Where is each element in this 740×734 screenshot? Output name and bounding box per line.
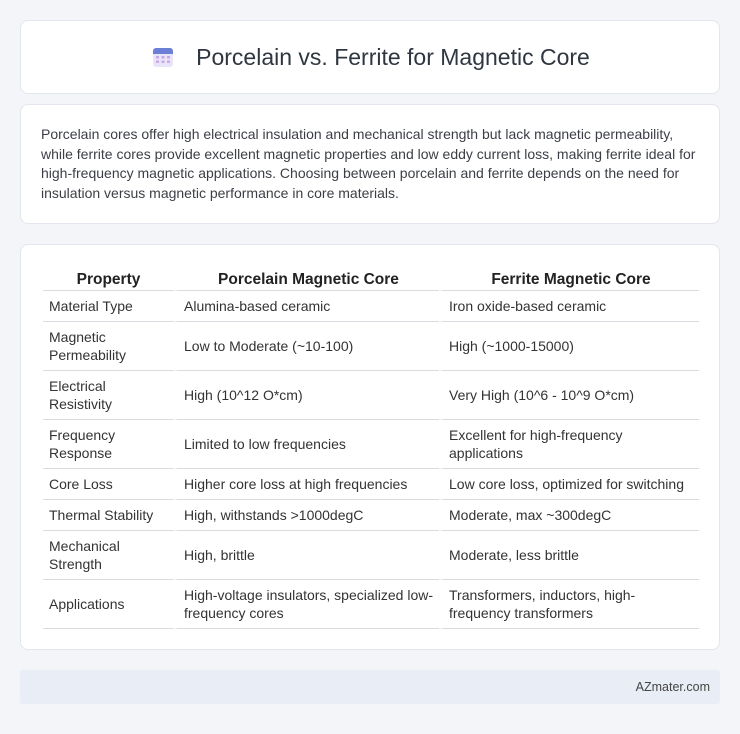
table-header-row [43,269,699,291]
title-card [20,20,720,94]
porcelain-cell: Limited to low frequencies [174,420,439,469]
property-cell: Applications [43,580,174,629]
comparison-table [43,269,699,629]
table-row [43,291,699,322]
table-row [43,500,699,531]
header-property: Property [43,269,174,291]
property-cell: Core Loss [43,469,174,500]
ferrite-cell: Low core loss, optimized for switching [439,469,699,500]
comparison-table-card [20,244,720,650]
porcelain-cell: Low to Moderate (~10-100) [174,322,439,371]
footer-site-link[interactable]: AZmater.com [635,680,710,694]
table-row [43,322,699,371]
property-cell: Frequency Response [43,420,174,469]
table-row [43,580,699,629]
table-row [43,531,699,580]
porcelain-cell: High-voltage insulators, specialized low-frequency cores [174,580,439,629]
ferrite-cell: High (~1000-15000) [439,322,699,371]
table-row [43,420,699,469]
property-cell: Material Type [43,291,174,322]
property-cell: Thermal Stability [43,500,174,531]
porcelain-cell: High (10^12 O*cm) [174,371,439,420]
ferrite-cell: Moderate, less brittle [439,531,699,580]
ferrite-cell: Very High (10^6 - 10^9 O*cm) [439,371,699,420]
header-porcelain: Porcelain Magnetic Core [174,269,439,291]
porcelain-cell: High, withstands >1000degC [174,500,439,531]
intro-card [20,104,720,224]
ferrite-cell: Moderate, max ~300degC [439,500,699,531]
footer [20,670,720,704]
calendar-icon [150,44,176,70]
property-cell: Mechanical Strength [43,531,174,580]
porcelain-cell: Alumina-based ceramic [174,291,439,322]
porcelain-cell: High, brittle [174,531,439,580]
ferrite-cell: Excellent for high-frequency applications [439,420,699,469]
intro-paragraph: Porcelain cores offer high electrical insulation and mechanical strength but lack magnetic permeability, while ferrite cores provide excellent magnetic properties and low eddy current loss, making ferrite ideal for high-frequency magnetic applications. Choosing between porcelain and ferrite depends on the need for insulation versus magnetic performance in core materials. [41,126,696,201]
table-row [43,371,699,420]
table-row [43,469,699,500]
property-cell: Magnetic Permeability [43,322,174,371]
header-ferrite: Ferrite Magnetic Core [439,269,699,291]
page-title: Porcelain vs. Ferrite for Magnetic Core [196,43,590,70]
title-wrap [150,44,590,71]
porcelain-cell: Higher core loss at high frequencies [174,469,439,500]
property-cell: Electrical Resistivity [43,371,174,420]
ferrite-cell: Iron oxide-based ceramic [439,291,699,322]
ferrite-cell: Transformers, inductors, high-frequency transformers [439,580,699,629]
